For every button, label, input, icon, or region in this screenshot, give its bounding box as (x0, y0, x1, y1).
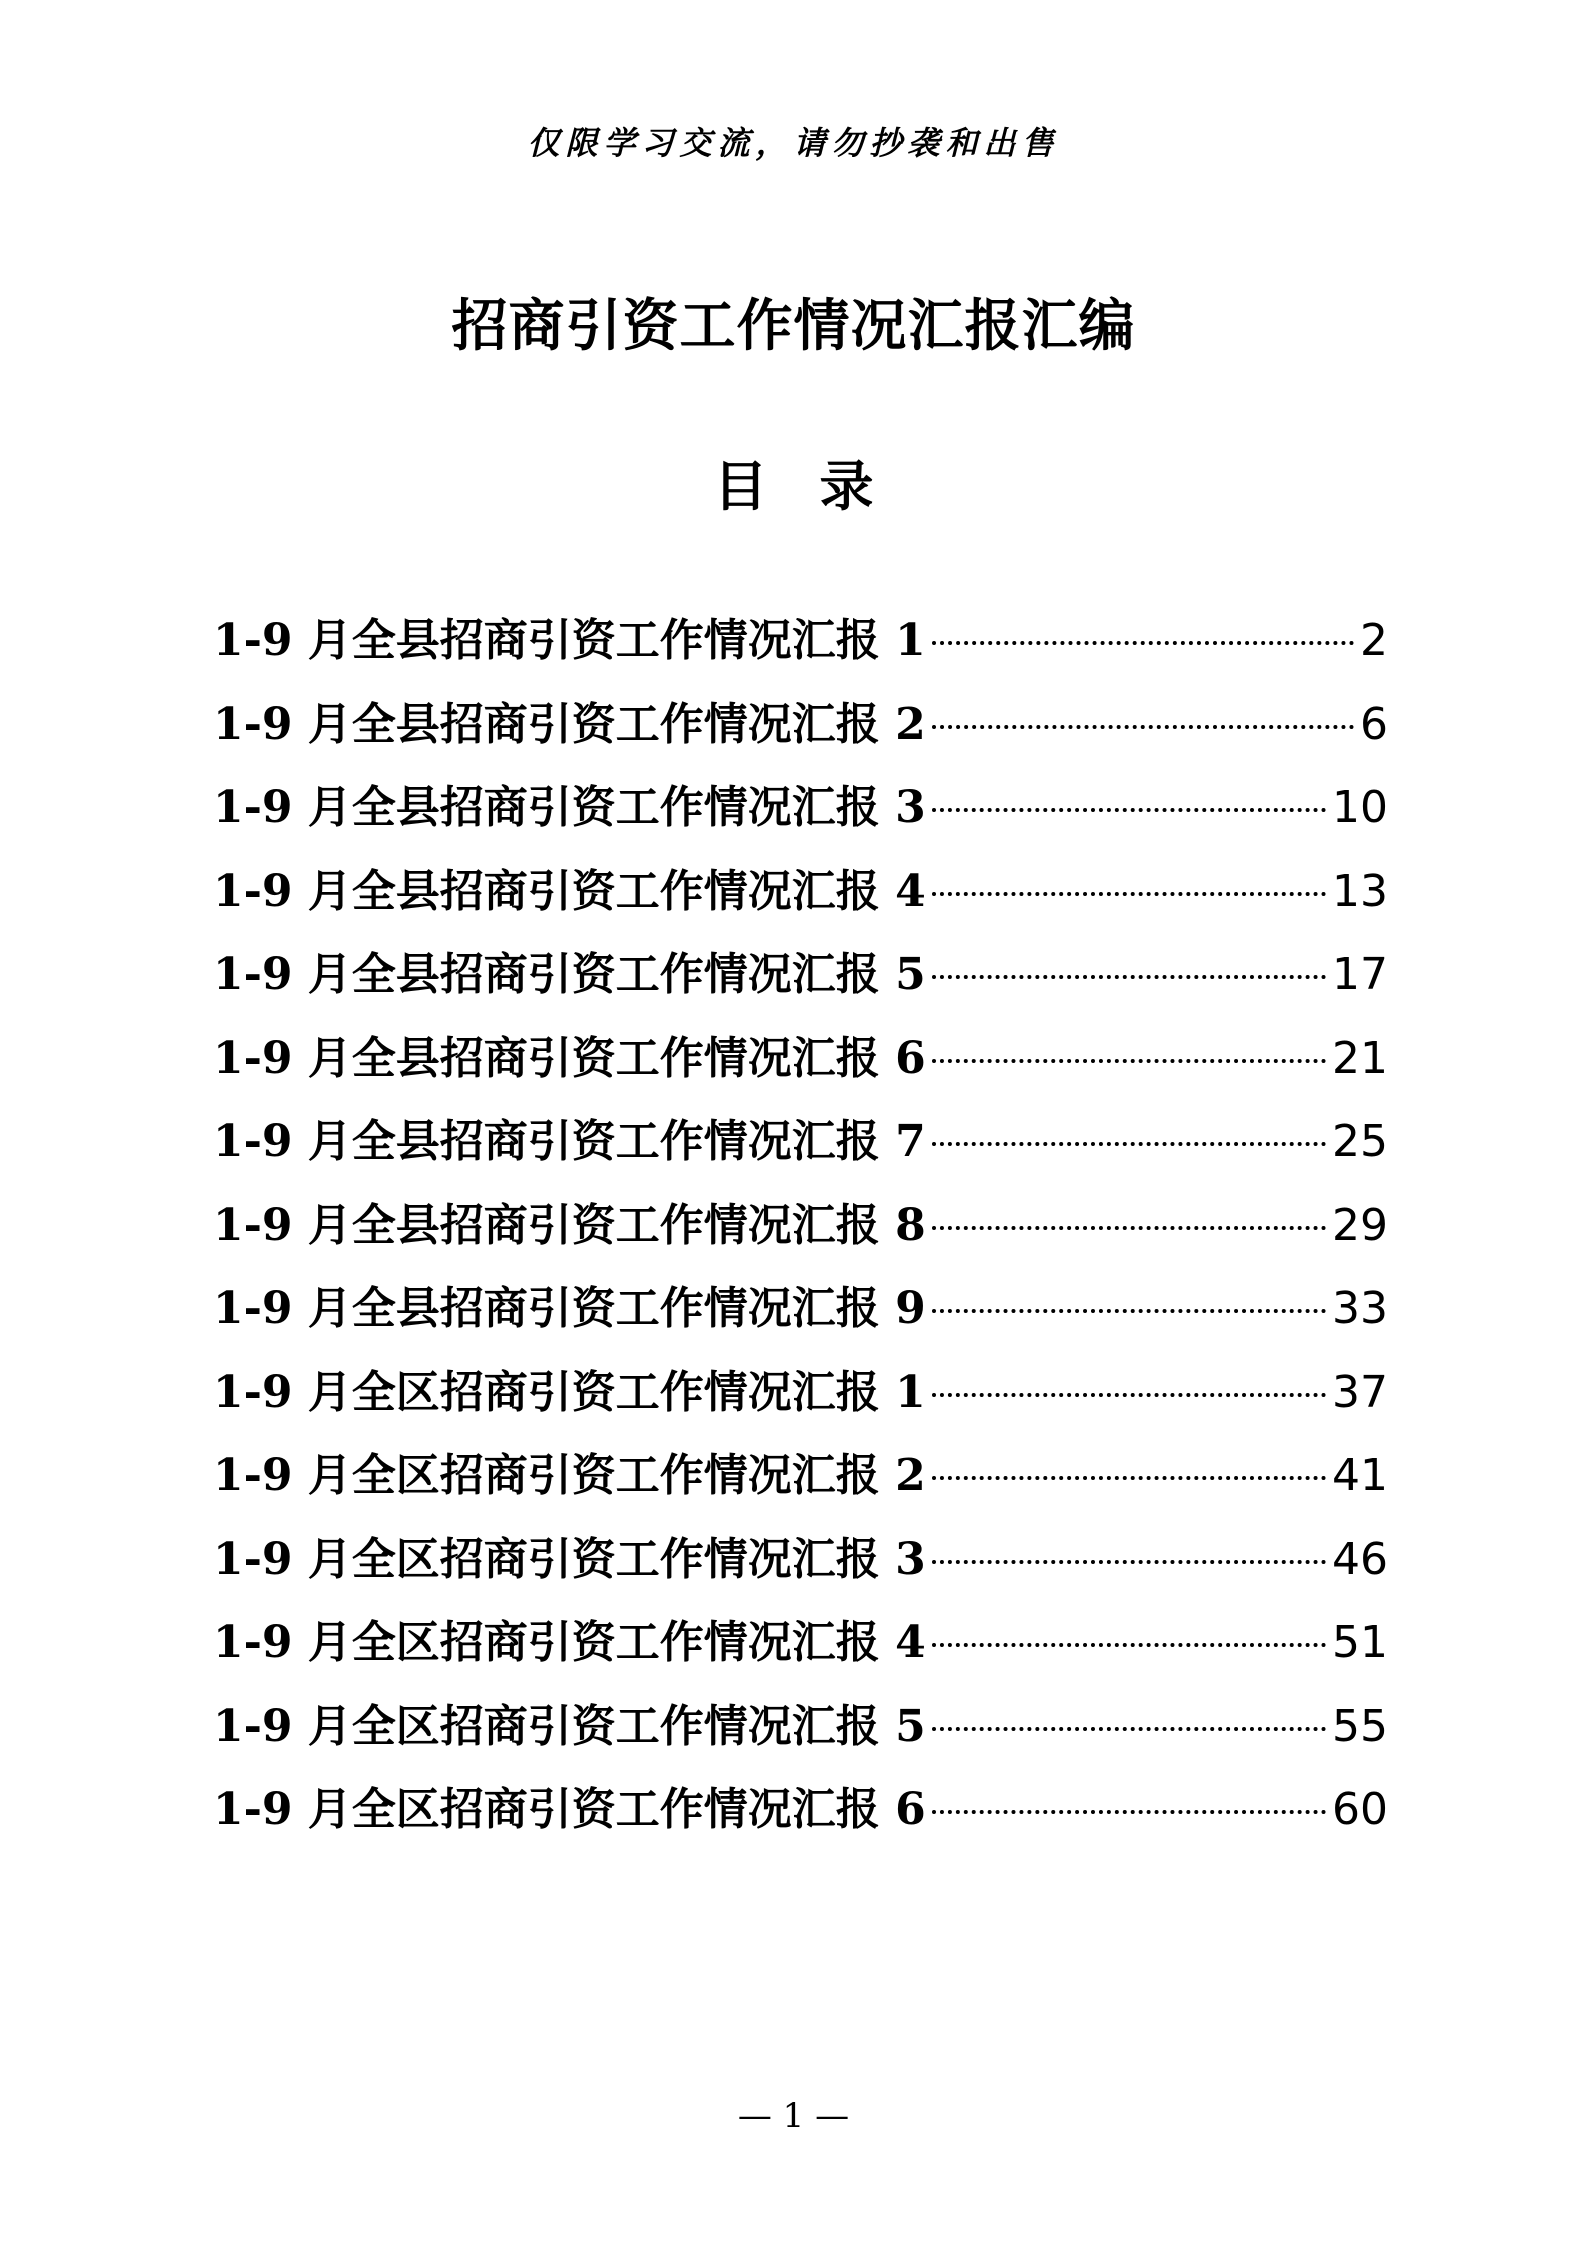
toc-entry[interactable] (213, 938, 1388, 1022)
toc-entry-page: 51 (1332, 1617, 1388, 1668)
document-title: 招商引资工作情况汇报汇编 (451, 293, 1136, 359)
toc-entry[interactable] (213, 1690, 1388, 1774)
toc-entry-title: 1-9 月全区招商引资工作情况汇报 3 (213, 1533, 926, 1585)
toc-entry[interactable] (213, 1523, 1388, 1607)
toc-entry-page: 55 (1332, 1700, 1388, 1752)
toc-leader-dots (932, 975, 1326, 979)
toc-leader-dots (932, 725, 1354, 729)
toc-entry-title: 1-9 月全区招商引资工作情况汇报 2 (213, 1450, 926, 1501)
toc-entry-page: 13 (1332, 865, 1388, 917)
toc-entry[interactable] (213, 1272, 1388, 1356)
toc-entry-title: 1-9 月全县招商引资工作情况汇报 8 (213, 1199, 926, 1251)
toc-entry[interactable] (213, 1356, 1388, 1440)
toc-entry-title: 1-9 月全县招商引资工作情况汇报 6 (213, 1032, 926, 1084)
toc-leader-dots (932, 641, 1354, 645)
toc-entry-page: 46 (1332, 1533, 1388, 1585)
toc-heading-char-1: 目 (713, 454, 768, 518)
toc-entry-title: 1-9 月全县招商引资工作情况汇报 9 (213, 1283, 926, 1334)
toc-entry-page: 21 (1332, 1032, 1388, 1084)
toc-entry-page: 41 (1332, 1450, 1388, 1501)
toc-entry[interactable] (213, 1189, 1388, 1273)
toc-entry[interactable] (213, 771, 1388, 855)
toc-entry[interactable] (213, 604, 1388, 688)
toc-entry[interactable] (213, 1022, 1388, 1106)
header-note: 仅限学习交流，请勿抄袭和出售 (527, 124, 1060, 162)
toc-entry-title: 1-9 月全县招商引资工作情况汇报 3 (213, 782, 926, 833)
page-number-footer: — 1 — (737, 2096, 850, 2136)
table-of-contents (213, 604, 1388, 1857)
toc-leader-dots (932, 1643, 1326, 1647)
toc-leader-dots (932, 1560, 1326, 1564)
toc-leader-dots (932, 1142, 1326, 1146)
toc-entry-title: 1-9 月全区招商引资工作情况汇报 5 (213, 1700, 926, 1752)
toc-entry[interactable] (213, 688, 1388, 772)
toc-entry-page: 60 (1332, 1784, 1388, 1835)
toc-heading (0, 444, 1587, 521)
toc-entry-page: 29 (1332, 1199, 1388, 1251)
toc-entry-page: 6 (1360, 698, 1388, 750)
toc-entry-page: 37 (1332, 1366, 1388, 1418)
toc-leader-dots (932, 1309, 1326, 1313)
toc-entry-page: 2 (1360, 615, 1388, 666)
toc-entry[interactable] (213, 1439, 1388, 1523)
toc-entry-title: 1-9 月全县招商引资工作情况汇报 4 (213, 865, 926, 917)
toc-entry-title: 1-9 月全区招商引资工作情况汇报 4 (213, 1617, 926, 1668)
toc-entry-title: 1-9 月全区招商引资工作情况汇报 6 (213, 1784, 926, 1835)
toc-leader-dots (932, 1810, 1326, 1814)
toc-entry-title: 1-9 月全县招商引资工作情况汇报 1 (213, 615, 926, 666)
toc-entry-page: 17 (1332, 949, 1388, 1000)
toc-entry-title: 1-9 月全县招商引资工作情况汇报 7 (213, 1116, 926, 1167)
toc-entry-page: 25 (1332, 1116, 1388, 1167)
toc-entry[interactable] (213, 1773, 1388, 1857)
toc-leader-dots (932, 1059, 1326, 1063)
toc-entry-title: 1-9 月全区招商引资工作情况汇报 1 (213, 1366, 926, 1418)
toc-entry-page: 33 (1332, 1283, 1388, 1334)
toc-leader-dots (932, 1393, 1326, 1397)
toc-leader-dots (932, 1226, 1326, 1230)
toc-entry[interactable] (213, 1105, 1388, 1189)
toc-leader-dots (932, 808, 1326, 812)
toc-entry[interactable] (213, 1606, 1388, 1690)
toc-entry-title: 1-9 月全县招商引资工作情况汇报 5 (213, 949, 926, 1000)
toc-heading-char-2: 录 (819, 454, 874, 518)
toc-leader-dots (932, 892, 1326, 896)
toc-entry-page: 10 (1332, 782, 1388, 833)
toc-entry-title: 1-9 月全县招商引资工作情况汇报 2 (213, 698, 926, 750)
toc-leader-dots (932, 1727, 1326, 1731)
toc-entry[interactable] (213, 855, 1388, 939)
toc-leader-dots (932, 1476, 1326, 1480)
